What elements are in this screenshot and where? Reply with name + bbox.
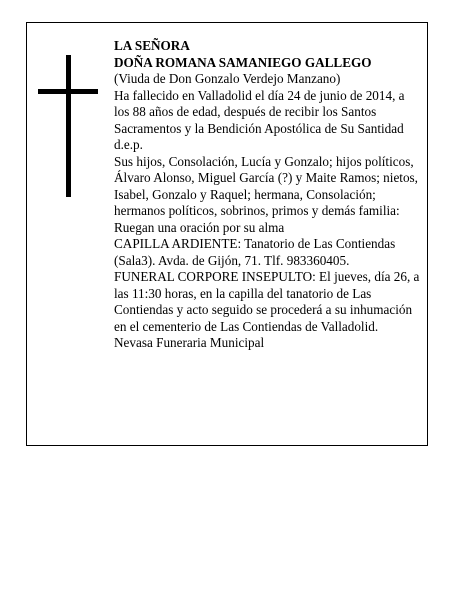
funeral-info: FUNERAL CORPORE INSEPULTO: El jueves, día 26, a las 11:30 horas, en la capilla del tanatorio de Las Contiendas y acto seguido se procederá a su inhumación en el cementerio de Las Contiendas de Valladolid. — [114, 269, 420, 334]
chapel-info: CAPILLA ARDIENTE: Tanatorio de Las Contiendas (Sala3). Avda. de Gijón, 71. Tlf. 983360405. — [114, 236, 396, 268]
funeral-home: Nevasa Funeraria Municipal — [114, 335, 265, 350]
notice-title: LA SEÑORA — [114, 38, 190, 53]
widow-of-line: (Viuda de Don Gonzalo Verdejo Manzano) — [114, 71, 341, 86]
prayer-request: Ruegan una oración por su alma — [114, 219, 285, 235]
deceased-name: DOÑA ROMANA SAMANIEGO GALLEGO — [114, 54, 372, 70]
cross-horizontal-bar — [38, 89, 98, 94]
cross-icon — [38, 55, 98, 197]
death-notice-paragraph: Ha fallecido en Valladolid el día 24 de junio de 2014, a los 88 años de edad, después de recibir los Santos Sacramentos y la Bendición Apostólica de Su Santidad d.e.p. — [114, 87, 405, 152]
cross-vertical-bar — [66, 55, 71, 197]
notice-text-block — [114, 38, 422, 352]
family-paragraph: Sus hijos, Consolación, Lucía y Gonzalo; hijos políticos, Álvaro Alonso, Miguel García (?) y Maite Ramos; nietos, Isabel, Gonzalo y Raquel; hermana, Consolación; hermanos políticos, sobrinos, primos y demás familia: — [114, 153, 418, 218]
